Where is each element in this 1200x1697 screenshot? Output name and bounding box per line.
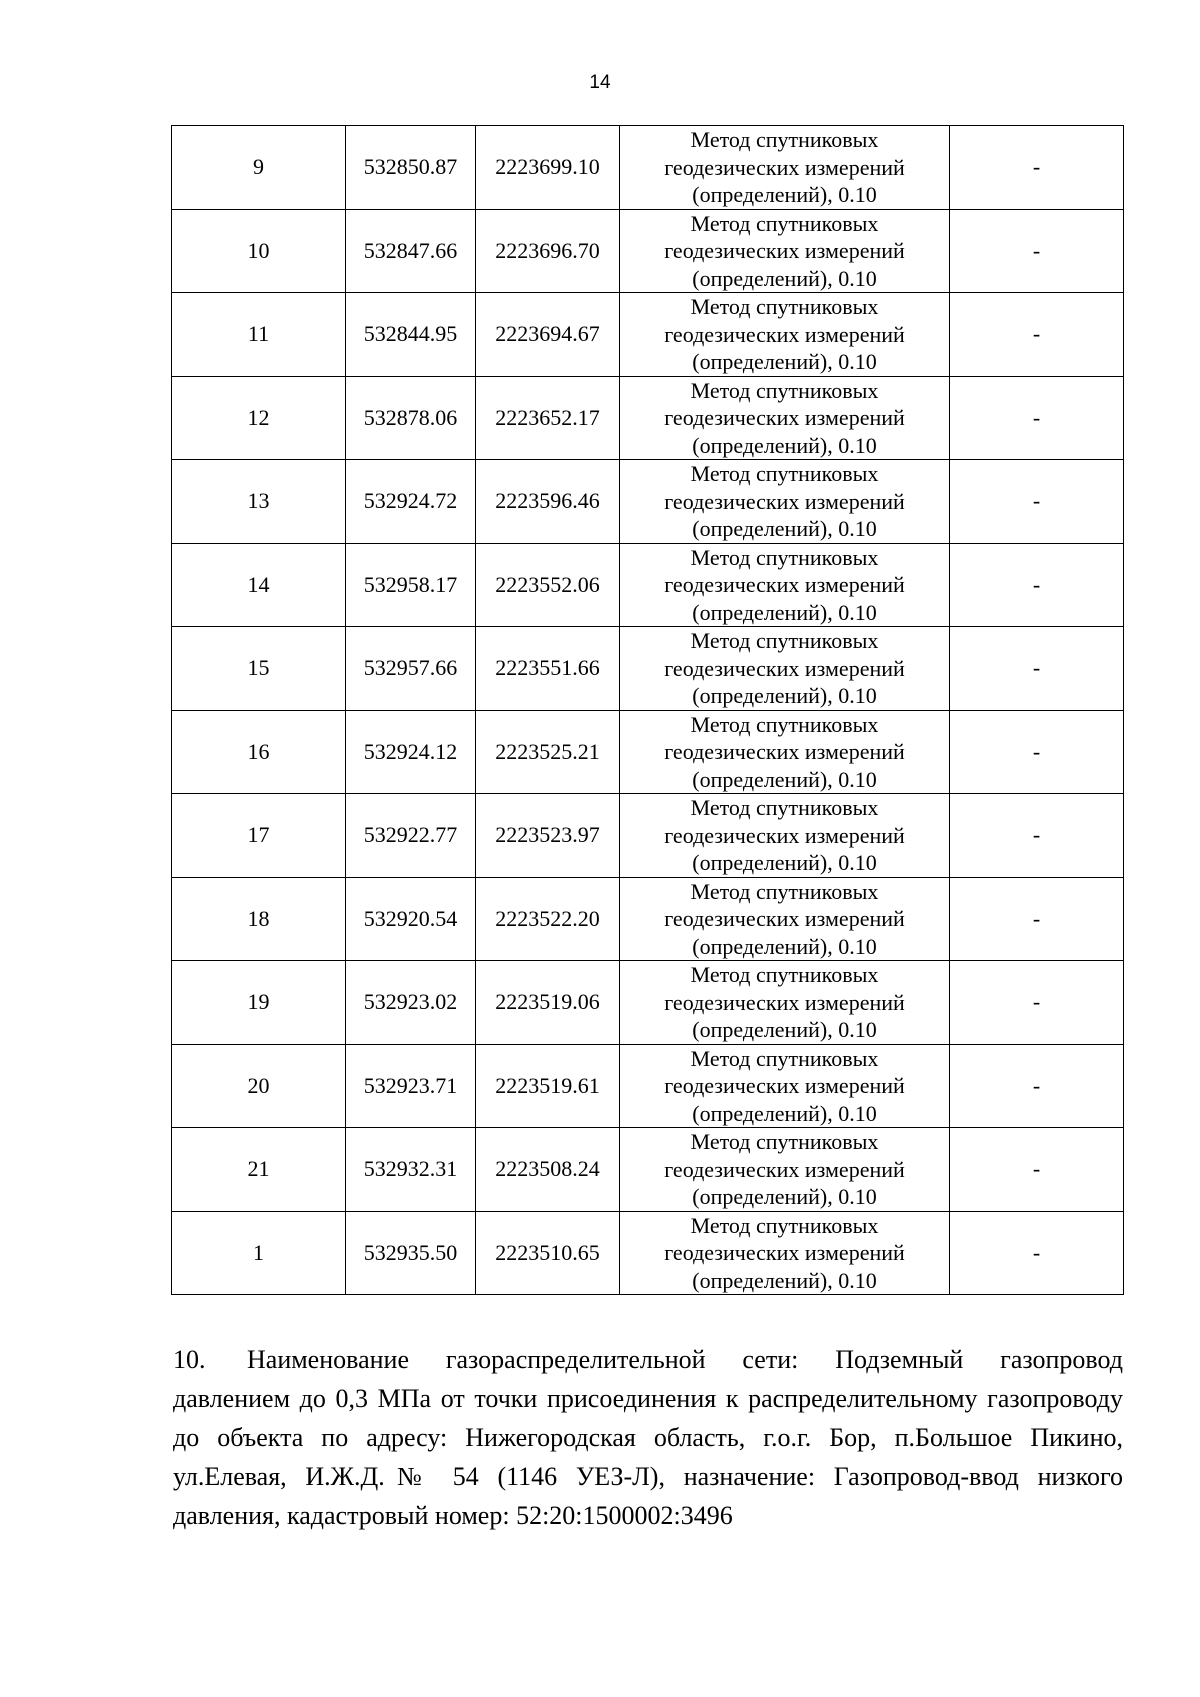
point-number-cell: 13 (172, 460, 346, 544)
x-coordinate-cell: 532932.31 (346, 1128, 476, 1212)
method-line: (определений), 0.10 (692, 432, 877, 458)
note-cell: - (950, 961, 1124, 1045)
y-coordinate-cell: 2223519.61 (476, 1044, 620, 1128)
y-coordinate-cell: 2223699.10 (476, 126, 620, 210)
point-number-cell: 21 (172, 1128, 346, 1212)
method-line: Метод спутниковых (690, 461, 879, 486)
x-coordinate-cell: 532935.50 (346, 1211, 476, 1295)
note-cell: - (950, 710, 1124, 794)
y-coordinate-cell: 2223523.97 (476, 794, 620, 878)
method-line: геодезических измерений (664, 238, 905, 263)
note-cell: - (950, 543, 1124, 627)
note-cell: - (950, 877, 1124, 961)
y-coordinate-cell: 2223696.70 (476, 209, 620, 293)
method-line: геодезических измерений (664, 321, 905, 347)
method-line: (определений), 0.10 (692, 265, 877, 291)
method-cell (620, 1044, 950, 1128)
x-coordinate-cell: 532850.87 (346, 126, 476, 210)
note-cell: - (950, 1044, 1124, 1128)
table-row (172, 126, 1124, 210)
point-number-cell: 17 (172, 794, 346, 878)
method-line: Метод спутниковых (690, 962, 879, 987)
note-cell: - (950, 293, 1124, 377)
table-row (172, 209, 1124, 293)
method-line: геодезических измерений (664, 655, 905, 681)
table-row (172, 543, 1124, 627)
method-line: Метод спутниковых (690, 377, 879, 403)
table-row (172, 460, 1124, 544)
method-cell (620, 293, 950, 377)
method-line: Метод спутниковых (690, 210, 879, 236)
method-line: Метод спутниковых (690, 294, 879, 319)
method-cell (620, 794, 950, 878)
coordinates-table-body (172, 126, 1124, 1295)
table-row (172, 877, 1124, 961)
y-coordinate-cell: 2223510.65 (476, 1211, 620, 1295)
point-number-cell: 15 (172, 627, 346, 711)
coordinates-table (171, 125, 1124, 1295)
note-cell: - (950, 376, 1124, 460)
method-line: геодезических измерений (664, 1073, 905, 1098)
method-line: Метод спутниковых (690, 127, 879, 152)
note-cell: - (950, 126, 1124, 210)
method-line: (определений), 0.10 (692, 1267, 877, 1293)
section-number: 10. (173, 1345, 206, 1374)
x-coordinate-cell: 532923.02 (346, 961, 476, 1045)
point-number-cell: 14 (172, 543, 346, 627)
note-cell: - (950, 460, 1124, 544)
method-line: (определений), 0.10 (692, 933, 877, 959)
method-line: Метод спутниковых (690, 1129, 879, 1154)
method-cell (620, 961, 950, 1045)
method-line: геодезических измерений (664, 154, 905, 180)
x-coordinate-cell: 532958.17 (346, 543, 476, 627)
y-coordinate-cell: 2223694.67 (476, 293, 620, 377)
table-row (172, 794, 1124, 878)
table-row (172, 1211, 1124, 1295)
point-number-cell: 20 (172, 1044, 346, 1128)
table-row (172, 1044, 1124, 1128)
point-number-cell: 10 (172, 209, 346, 293)
note-cell: - (950, 1128, 1124, 1212)
x-coordinate-cell: 532924.12 (346, 710, 476, 794)
page-number: 14 (589, 72, 611, 93)
point-number-cell: 12 (172, 376, 346, 460)
method-cell (620, 126, 950, 210)
y-coordinate-cell: 2223522.20 (476, 877, 620, 961)
y-coordinate-cell: 2223525.21 (476, 710, 620, 794)
table-row (172, 376, 1124, 460)
method-cell (620, 460, 950, 544)
method-line: геодезических измерений (664, 906, 905, 931)
y-coordinate-cell: 2223508.24 (476, 1128, 620, 1212)
method-cell (620, 543, 950, 627)
y-coordinate-cell: 2223519.06 (476, 961, 620, 1045)
x-coordinate-cell: 532923.71 (346, 1044, 476, 1128)
method-line: Метод спутниковых (690, 711, 879, 737)
point-number-cell: 9 (172, 126, 346, 210)
method-cell (620, 710, 950, 794)
method-line: Метод спутниковых (690, 1212, 879, 1238)
method-cell (620, 376, 950, 460)
method-cell (620, 627, 950, 711)
method-line: (определений), 0.10 (692, 349, 877, 374)
x-coordinate-cell: 532844.95 (346, 293, 476, 377)
x-coordinate-cell: 532847.66 (346, 209, 476, 293)
x-coordinate-cell: 532924.72 (346, 460, 476, 544)
method-line: Метод спутниковых (690, 1045, 879, 1071)
x-coordinate-cell: 532957.66 (346, 627, 476, 711)
method-cell (620, 1211, 950, 1295)
note-cell: - (950, 1211, 1124, 1295)
x-coordinate-cell: 532878.06 (346, 376, 476, 460)
table-row (172, 293, 1124, 377)
note-cell: - (950, 794, 1124, 878)
table-row (172, 961, 1124, 1045)
method-line: (определений), 0.10 (692, 599, 877, 625)
point-number-cell: 11 (172, 293, 346, 377)
table-row (172, 1128, 1124, 1212)
point-number-cell: 16 (172, 710, 346, 794)
point-number-cell: 18 (172, 877, 346, 961)
point-number-cell: 1 (172, 1211, 346, 1295)
method-line: Метод спутниковых (690, 795, 879, 820)
method-line: (определений), 0.10 (692, 182, 877, 207)
method-cell (620, 209, 950, 293)
method-line: (определений), 0.10 (692, 1100, 877, 1126)
method-line: (определений), 0.10 (692, 1017, 877, 1042)
y-coordinate-cell: 2223552.06 (476, 543, 620, 627)
method-cell (620, 877, 950, 961)
method-line: (определений), 0.10 (692, 683, 877, 708)
y-coordinate-cell: 2223551.66 (476, 627, 620, 711)
y-coordinate-cell: 2223652.17 (476, 376, 620, 460)
method-cell (620, 1128, 950, 1212)
note-cell: - (950, 627, 1124, 711)
method-line: Метод спутниковых (690, 878, 879, 904)
method-line: (определений), 0.10 (692, 516, 877, 541)
section-text: Наименование газораспределительной сети: Подземный газопровод давлением до 0,3 МПа от точки присоединения к распределительному газопроводу до объекта по адресу: Нижегородская область, г.о.г. Бор, п.Большое Пикино, ул.Елевая, И.Ж.Д.№ 54 (1146 УЕЗ-Л), назначение: Газопровод-ввод низкого давления, кадастровый номер: 52:20:1500002:3496 (173, 1345, 1123, 1530)
method-line: геодезических измерений (664, 739, 905, 764)
method-line: Метод спутниковых (690, 544, 879, 570)
y-coordinate-cell: 2223596.46 (476, 460, 620, 544)
method-line: геодезических измерений (664, 822, 905, 848)
x-coordinate-cell: 532922.77 (346, 794, 476, 878)
table-row (172, 710, 1124, 794)
method-line: (определений), 0.10 (692, 1184, 877, 1209)
gas-network-description (173, 1340, 1123, 1535)
method-line: геодезических измерений (664, 1240, 905, 1265)
point-number-cell: 19 (172, 961, 346, 1045)
table-row (172, 627, 1124, 711)
method-line: геодезических измерений (664, 488, 905, 514)
method-line: (определений), 0.10 (692, 850, 877, 875)
method-line: Метод спутниковых (690, 628, 879, 653)
x-coordinate-cell: 532920.54 (346, 877, 476, 961)
method-line: геодезических измерений (664, 1156, 905, 1182)
method-line: геодезических измерений (664, 989, 905, 1015)
method-line: геодезических измерений (664, 405, 905, 430)
note-cell: - (950, 209, 1124, 293)
method-line: геодезических измерений (664, 572, 905, 597)
method-line: (определений), 0.10 (692, 766, 877, 792)
